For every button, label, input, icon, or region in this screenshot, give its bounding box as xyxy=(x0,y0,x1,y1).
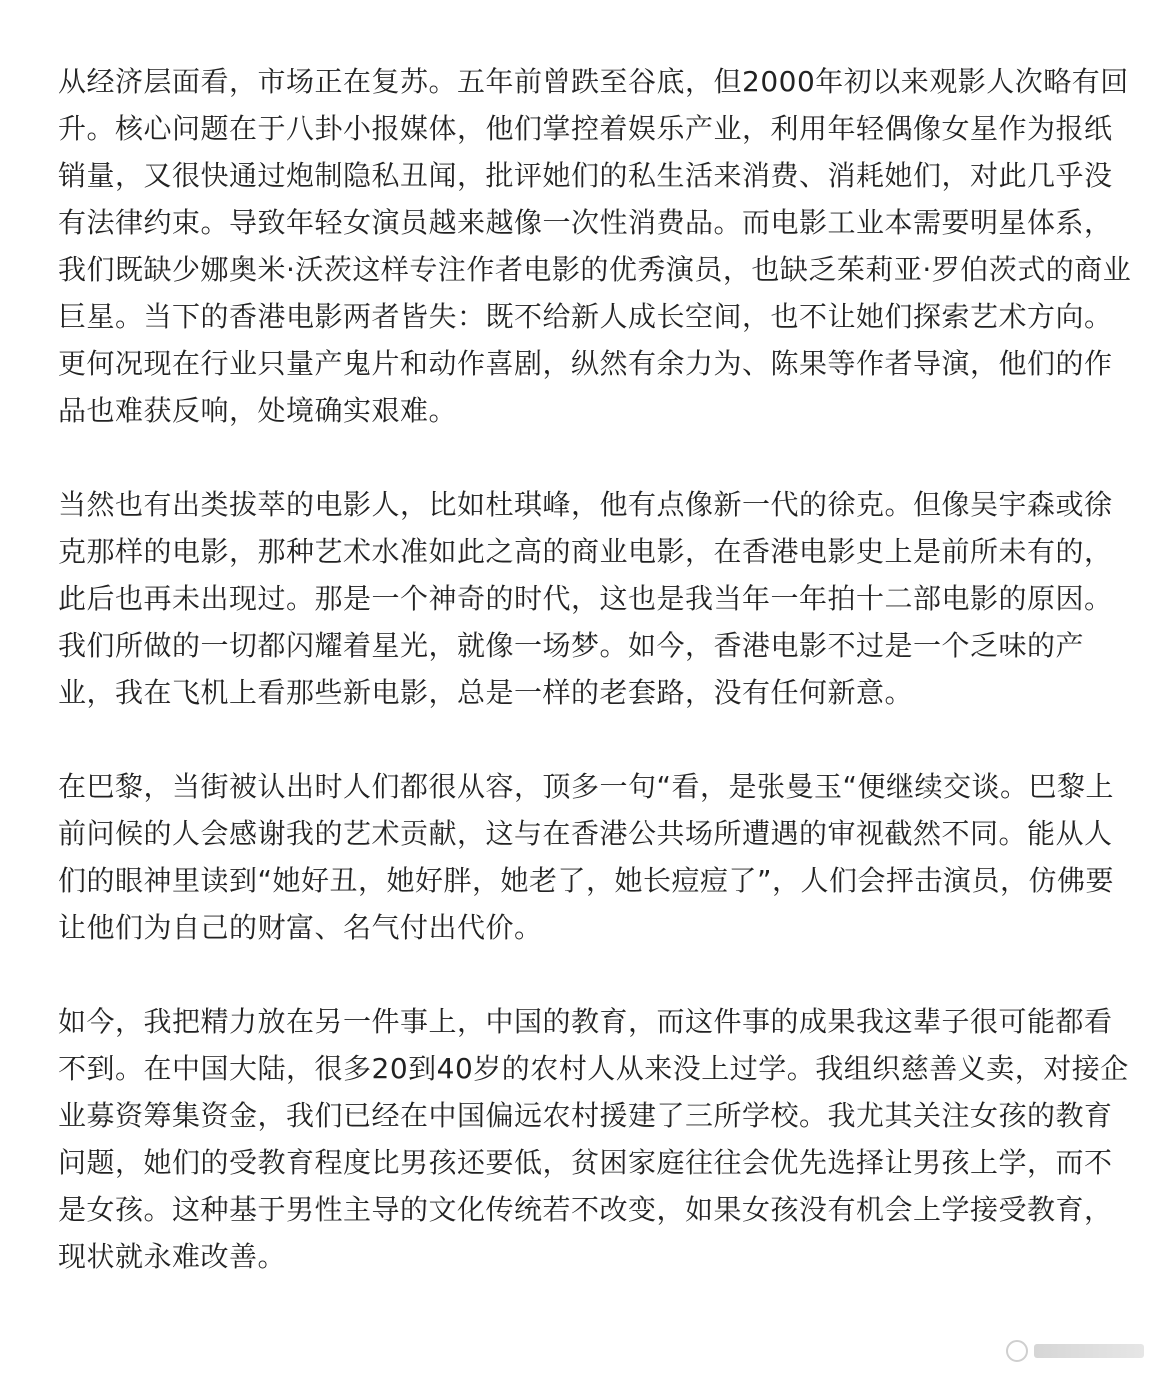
weibo-logo-icon xyxy=(1006,1340,1028,1362)
watermark xyxy=(1006,1340,1144,1362)
paragraph-4: 如今，我把精力放在另一件事上，中国的教育，而这件事的成果我这辈子很可能都看不到。在中国大陆，很多20到40岁的农村人从来没上过学。我组织慈善义卖，对接企业募资筹集资金，我们已经在中国偏远农村援建了三所学校。我尤其关注女孩的教育问题，她们的受教育程度比男孩还要低，贫困家庭往往会优先选择让男孩上学，而不是女孩。这种基于男性主导的文化传统若不改变，如果女孩没有机会上学接受教育，现状就永难改善。 xyxy=(58,1005,1129,1273)
paragraph-1: 从经济层面看，市场正在复苏。五年前曾跌至谷底，但2000年初以来观影人次略有回升。核心问题在于八卦小报媒体，他们掌控着娱乐产业，利用年轻偶像女星作为报纸销量，又很快通过炮制隐私丑闻，批评她们的私生活来消费、消耗她们，对此几乎没有法律约束。导致年轻女演员越来越像一次性消费品。而电影工业本需要明星体系，我们既缺少娜奥米·沃茨这样专注作者电影的优秀演员，也缺乏茱莉亚·罗伯茨式的商业巨星。当下的香港电影两者皆失：既不给新人成长空间，也不让她们探索艺术方向。更何况现在行业只量产鬼片和动作喜剧，纵然有余力为、陈果等作者导演，他们的作品也难获反响，处境确实艰难。 xyxy=(58,65,1132,427)
paragraph-2: 当然也有出类拔萃的电影人，比如杜琪峰，他有点像新一代的徐克。但像吴宇森或徐克那样的电影，那种艺术水准如此之高的商业电影，在香港电影史上是前所未有的，此后也再未出现过。那是一个神奇的时代，这也是我当年一年拍十二部电影的原因。我们所做的一切都闪耀着星光，就像一场梦。如今，香港电影不过是一个乏味的产业，我在飞机上看那些新电影，总是一样的老套路，没有任何新意。 xyxy=(58,488,1113,709)
watermark-handle-bar xyxy=(1034,1344,1144,1358)
paragraph-3: 在巴黎，当街被认出时人们都很从容，顶多一句“看，是张曼玉“便继续交谈。巴黎上前问候的人会感谢我的艺术贡献，这与在香港公共场所遭遇的审视截然不同。能从人们的眼神里读到“她好丑，她好胖，她老了，她长痘痘了”，人们会抨击演员，仿佛要让他们为自己的财富、名气付出代价。 xyxy=(58,770,1115,944)
article-body xyxy=(58,58,1138,1327)
